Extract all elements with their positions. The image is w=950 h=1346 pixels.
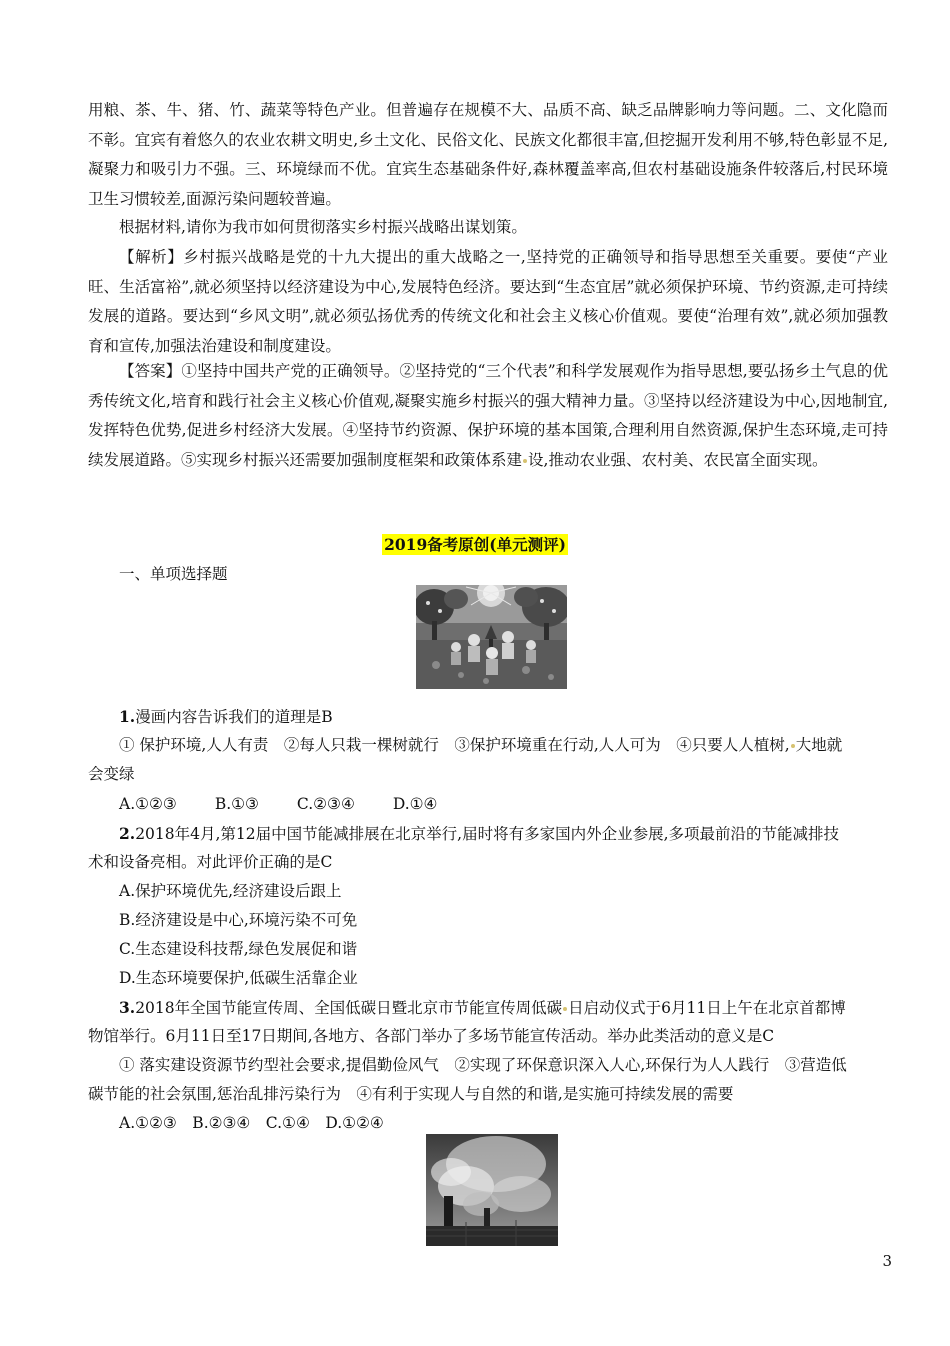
yellow-dot-mark: [523, 459, 527, 463]
q1-choice-c[interactable]: C.②③④: [296, 795, 355, 813]
analysis-paragraph: 【解析】乡村振兴战略是党的十九大提出的重大战略之一,坚持党的正确领导和指导思想至关重要。要使“产业旺、生活富裕”,就必须坚持以经济建设为中心,发展特色经济。要达到“生态宜居”就必须保护环境、节约资源,走可持续发展的道路。要达到“乡风文明”,就必须弘扬优秀的传统文化和社会主义核心价值观。要使“治理有效”,就必须加强教育和宣传,加强法治建设和制度建设。: [88, 248, 888, 355]
question-3-stem-line1: 3.2018年全国节能宣传周、全国低碳日暨北京市节能宣传周低碳 日启动仪式于6月11日上午在北京首都博: [119, 998, 846, 1017]
cartoon-image: [416, 585, 567, 689]
section-title: 2019备考原创(单元测评): [384, 535, 566, 554]
q2-choice-c[interactable]: C.生态建设科技帮,绿色发展促和谐: [119, 940, 358, 958]
q2-choice-a[interactable]: A.保护环境优先,经济建设后跟上: [119, 882, 342, 900]
smokestack-drawing: [426, 1134, 558, 1246]
answer-text-part2: 设,推动农业强、农村美、农民富全面实现。: [528, 450, 828, 469]
answer-text-part1: 【答案】①坚持中国共产党的正确领导。②坚持党的“三个代表”和科学发展观作为指导思想,要弘扬乡土气息的优秀传统文化,培育和践行社会主义核心价值观,凝聚实施乡村振兴的强大精神力量。③坚持以经济建设为中心,因地制宜,发挥特色优势,促进乡村经济大发展。④坚持节约资源、保护环境的基本国策,合理利用自然资源,保护生态环境,走可持续发展道路。⑤实现乡村振兴还需要加强制度框架和政策体系建: [88, 362, 888, 469]
intro-paragraph-2: 根据材料,请你为我市如何贯彻落实乡村振兴战略出谋划策。: [119, 218, 527, 236]
yellow-dot-mark: [791, 744, 795, 748]
q2-choice-b[interactable]: B.经济建设是中心,环境污染不可免: [119, 911, 358, 929]
question-3-choices[interactable]: A.①②③ B.②③④ C.①④ D.①②④: [119, 1114, 384, 1132]
question-1-options-line1: ① 保护环境,人人有责 ②每人只栽一棵树就行 ③保护环境重在行动,人人可为 ④只要人人植树, 大地就: [119, 736, 843, 754]
q2-choice-d[interactable]: D.生态环境要保护,低碳生活靠企业: [119, 969, 358, 987]
q1-choice-a[interactable]: A.①②③: [119, 795, 177, 813]
question-3-stem-line2: 物馆举行。6月11日至17日期间,各地方、各部门举办了多场节能宣传活动。举办此类活动的意义是C: [88, 1027, 775, 1045]
answer-paragraph: [88, 357, 888, 475]
question-2-stem-line2: 术和设备亮相。对此评价正确的是C: [88, 853, 333, 871]
question-1-stem: 1.漫画内容告诉我们的道理是B: [119, 707, 333, 726]
q1-choice-d[interactable]: D.①④: [392, 795, 438, 813]
yellow-dot-mark: [563, 1007, 567, 1011]
question-1-choices: [88, 790, 437, 820]
page-number: 3: [882, 1252, 892, 1270]
q1-choice-b[interactable]: B.①③: [214, 795, 259, 813]
cartoon-drawing: [416, 585, 567, 689]
intro-paragraph-1: 用粮、茶、牛、猪、竹、蔬菜等特色产业。但普遍存在规模不大、品质不高、缺乏品牌影响力等问题。二、文化隐而不彰。宜宾有着悠久的农业农耕文明史,乡土文化、民俗文化、民族文化都很丰富,但挖掘开发利用不够,特色彰显不足,凝聚力和吸引力不强。三、环境绿而不优。宜宾生态基础条件好,森林覆盖率高,但农村基础设施条件较落后,村民环境卫生习惯较差,面源污染问题较普遍。: [88, 101, 888, 208]
question-1-options-line2: 会变绿: [88, 765, 135, 783]
question-2-stem-line1: 2.2018年4月,第12届中国节能减排展在北京举行,届时将有多家国内外企业参展,多项最前沿的节能减排技: [119, 824, 840, 843]
section-subtitle: 一、单项选择题: [119, 565, 228, 583]
question-3-options-line2: 碳节能的社会氛围,惩治乱排污染行为 ④有利于实现人与自然的和谐,是实施可持续发展的需要: [88, 1085, 734, 1103]
question-3-options-line1: ① 落实建设资源节约型社会要求,提倡勤俭风气 ②实现了环保意识深入人心,环保行为人人践行 ③营造低: [119, 1056, 847, 1074]
pollution-photo: [426, 1134, 558, 1246]
